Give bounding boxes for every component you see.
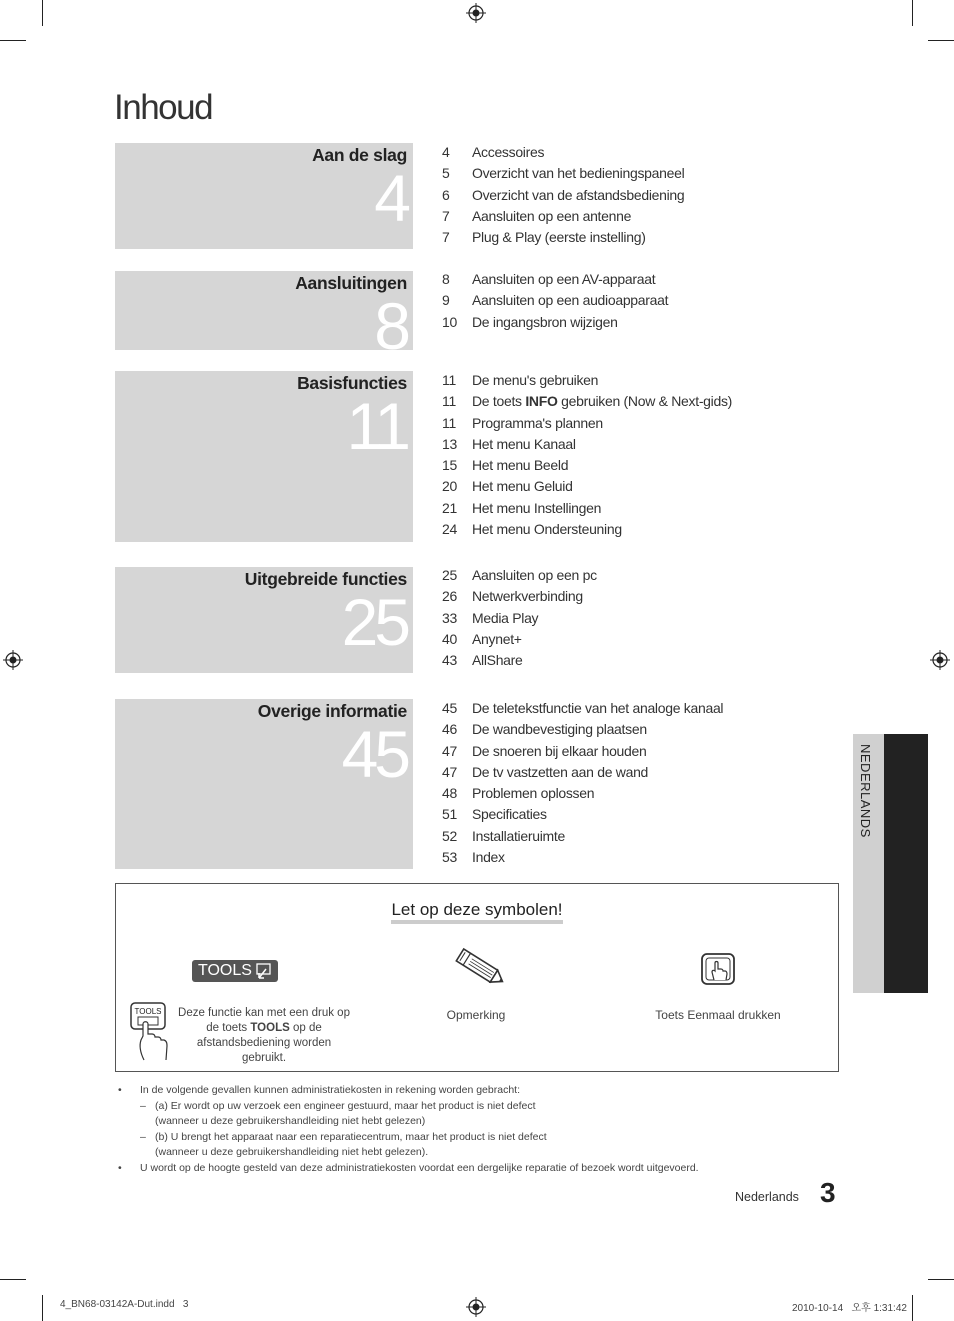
- toc-page-number: 53: [442, 849, 457, 866]
- toc-entry[interactable]: [442, 588, 842, 609]
- section-number: 8: [374, 289, 407, 350]
- tools-caption-key: TOOLS: [250, 1022, 290, 1034]
- toc-entry[interactable]: [442, 652, 842, 673]
- note-bullet: [118, 1161, 838, 1177]
- tools-caption: [174, 1006, 354, 1066]
- symbols-title: [116, 900, 838, 920]
- toc-entry[interactable]: [442, 700, 842, 721]
- toc-entry-text: Programma's plannen: [472, 414, 603, 431]
- toc-entry[interactable]: [442, 208, 842, 229]
- note-subitem: [118, 1130, 838, 1161]
- page-title: Inhoud: [114, 88, 213, 127]
- toc-entry-text: Anynet+: [472, 630, 522, 647]
- toc-entry[interactable]: [442, 292, 842, 313]
- toc-entry[interactable]: [442, 436, 842, 457]
- info-key-label: INFO: [525, 393, 558, 410]
- toc-entry-text: Aansluiten op een pc: [472, 567, 597, 583]
- section-box-basisfuncties: [115, 371, 413, 542]
- tools-hand-icon: [254, 963, 272, 979]
- crop-mark: [912, 0, 913, 26]
- slug-filename: 4_BN68-03142A-Dut.indd 3: [60, 1299, 189, 1310]
- toc-list-aan-de-slag: [442, 144, 842, 250]
- toc-entry-text: Het menu Beeld: [472, 457, 569, 474]
- toc-entry-text: Aansluiten op een AV-apparaat: [472, 271, 656, 287]
- crop-mark: [0, 1279, 26, 1280]
- note-text: In de volgende gevallen kunnen administratiekosten in rekening worden gebracht:: [140, 1084, 520, 1096]
- toc-entry-text: Het menu Kanaal: [472, 435, 576, 452]
- toc-page-number: 48: [442, 785, 457, 802]
- toc-page-number: 11: [442, 414, 456, 431]
- toc-page-number: 40: [442, 630, 457, 647]
- crop-mark: [42, 1295, 43, 1321]
- note-subitem: [118, 1099, 838, 1130]
- toc-page-number: 6: [442, 186, 450, 203]
- toc-entry-text: Installatieruimte: [472, 827, 565, 844]
- registration-mark-icon: [3, 650, 23, 670]
- toc-page-number: 13: [442, 435, 457, 452]
- bullet-icon: •: [118, 1084, 122, 1096]
- toc-entry-text-pre: De toets: [472, 393, 526, 410]
- tools-caption-post: op de afstandsbediening worden gebruikt.: [196, 1022, 332, 1064]
- footer-page-number: 3: [820, 1177, 836, 1208]
- toc-entry[interactable]: [442, 806, 842, 827]
- note-subitem-text: [155, 1130, 547, 1161]
- crop-mark: [928, 40, 954, 41]
- symbols-legend-box: [115, 883, 839, 1072]
- note-text: U wordt op de hoogte gesteld van deze administratiekosten voordat een dergelijke reparatie of bezoek wordt uitgevoerd.: [140, 1161, 699, 1174]
- toc-page-number: 45: [442, 700, 457, 716]
- toc-page-number: 25: [442, 567, 457, 583]
- toc-page-number: 15: [442, 457, 457, 474]
- toc-page-number: 7: [442, 207, 450, 224]
- section-box-aansluitingen: [115, 271, 413, 350]
- toc-entry-text: Index: [472, 849, 505, 866]
- toc-entry[interactable]: [442, 144, 842, 165]
- section-box-overige-informatie: [115, 699, 413, 869]
- side-tab-marker: [884, 734, 928, 993]
- symbols-title-text: Let op deze symbolen!: [391, 900, 562, 924]
- toc-list-basisfuncties: [442, 372, 842, 542]
- remote-tools-button-icon: [128, 1000, 174, 1064]
- toc-page-number: 51: [442, 806, 457, 823]
- toc-entry[interactable]: [442, 849, 842, 870]
- section-title: Aan de slag: [312, 145, 407, 165]
- registration-mark-icon: [466, 1297, 486, 1317]
- toc-page-number: 21: [442, 499, 457, 516]
- toc-page-number: 5: [442, 165, 450, 182]
- toc-entry-text: Problemen oplossen: [472, 785, 595, 802]
- toc-entry-text: Netwerkverbinding: [472, 588, 583, 605]
- toc-entry-text: De wandbevestiging plaatsen: [472, 721, 647, 738]
- registration-mark-icon: [930, 650, 950, 670]
- toc-entry[interactable]: [442, 457, 842, 478]
- toc-page-number: 43: [442, 652, 457, 669]
- toc-page-number: 20: [442, 478, 457, 495]
- section-number: 11: [346, 389, 407, 463]
- toc-page-number: 9: [442, 292, 450, 309]
- toc-page-number: 33: [442, 609, 457, 626]
- toc-entry[interactable]: [442, 271, 842, 292]
- toc-page-number: 11: [442, 393, 456, 410]
- side-tab-language: NEDERLANDS: [858, 744, 873, 838]
- toc-entry[interactable]: [442, 764, 842, 785]
- toc-entry-text: Overzicht van het bedieningspaneel: [472, 165, 685, 182]
- section-number: 25: [341, 585, 407, 659]
- toc-entry-text: De menu's gebruiken: [472, 372, 599, 388]
- toc-entry[interactable]: [442, 393, 842, 414]
- toc-entry[interactable]: [442, 415, 842, 436]
- toc-entry-text: De snoeren bij elkaar houden: [472, 742, 647, 759]
- dash-icon: –: [140, 1130, 146, 1143]
- toc-list-overige-informatie: [442, 700, 842, 870]
- tools-badge: [192, 960, 278, 982]
- toc-page-number: 7: [442, 229, 450, 246]
- toc-page-number: 24: [442, 521, 457, 538]
- toc-entry-text: Media Play: [472, 609, 539, 626]
- toc-entry[interactable]: [442, 721, 842, 742]
- toc-entry[interactable]: [442, 165, 842, 186]
- toc-entry[interactable]: [442, 567, 842, 588]
- toc-entry-text-post: gebruiken (Now & Next-gids): [557, 393, 733, 410]
- toc-entry[interactable]: [442, 229, 842, 250]
- toc-page-number: 8: [442, 271, 450, 287]
- toc-entry-text: Accessoires: [472, 144, 545, 160]
- toc-list-uitgebreide-functies: [442, 567, 842, 673]
- toc-entry-text: Specificaties: [472, 806, 547, 823]
- toc-entry-text: Het menu Geluid: [472, 478, 573, 495]
- toc-entry[interactable]: [442, 610, 842, 631]
- slug-timestamp: 2010-10-14 오후 1:31:42: [792, 1303, 907, 1314]
- toc-page-number: 47: [442, 763, 457, 780]
- service-cost-notes: [118, 1083, 838, 1176]
- toc-entry-text: Het menu Instellingen: [472, 499, 602, 516]
- toc-list-aansluitingen: [442, 271, 842, 335]
- note-pencil-icon: [450, 946, 508, 990]
- crop-mark: [42, 0, 43, 26]
- section-title: Aansluitingen: [295, 273, 407, 293]
- note-subitem-text: [155, 1099, 536, 1130]
- tools-caption-pre: Deze functie kan met een druk op de toets: [178, 1007, 350, 1034]
- toc-entry-text: Aansluiten op een antenne: [472, 207, 632, 224]
- section-box-uitgebreide-functies: [115, 567, 413, 673]
- section-number: 45: [341, 717, 407, 791]
- toc-entry[interactable]: [442, 314, 842, 335]
- toc-page-number: 4: [442, 144, 450, 160]
- toc-entry-text: [472, 393, 842, 414]
- toc-entry[interactable]: [442, 478, 842, 499]
- remote-tools-label: TOOLS: [134, 1007, 162, 1016]
- note-line: (wanneer u deze gebruikershandleiding niet hebt gelezen): [155, 1115, 426, 1127]
- note-line: (a) Er wordt op uw verzoek een engineer gestuurd, maar het product is niet defect: [155, 1099, 536, 1112]
- toc-entry[interactable]: [442, 500, 842, 521]
- toc-entry[interactable]: [442, 743, 842, 764]
- crop-mark: [912, 1295, 913, 1321]
- note-line: (wanneer u deze gebruikershandleiding niet hebt gelezen).: [155, 1146, 429, 1158]
- toc-page-number: 46: [442, 721, 457, 738]
- toc-page-number: 26: [442, 588, 457, 605]
- toc-page-number: 10: [442, 313, 457, 330]
- toc-entry-text: Overzicht van de afstandsbediening: [472, 186, 685, 203]
- section-title: Basisfuncties: [297, 373, 407, 393]
- section-title: Uitgebreide functies: [244, 569, 407, 589]
- dash-icon: –: [140, 1099, 146, 1112]
- tools-badge-label: TOOLS: [198, 962, 252, 979]
- toc-entry[interactable]: [442, 631, 842, 652]
- toc-entry-text: Het menu Ondersteuning: [472, 521, 622, 538]
- toc-entry[interactable]: [442, 372, 842, 393]
- bullet-icon: •: [118, 1161, 122, 1174]
- note-caption: Opmerking: [446, 1008, 506, 1022]
- toc-page-number: 47: [442, 742, 457, 759]
- toc-page-number: 52: [442, 827, 457, 844]
- note-bullet: [118, 1083, 838, 1099]
- toc-entry[interactable]: [442, 828, 842, 849]
- toc-entry[interactable]: [442, 785, 842, 806]
- toc-entry-text: De tv vastzetten aan de wand: [472, 763, 649, 780]
- footer-language: Nederlands: [735, 1190, 799, 1204]
- toc-entry-text: De ingangsbron wijzigen: [472, 313, 618, 330]
- toc-entry-text: De teletekstfunctie van het analoge kanaal: [472, 700, 724, 716]
- registration-mark-icon: [466, 3, 486, 23]
- section-number: 4: [374, 161, 407, 235]
- toc-entry-text: AllShare: [472, 652, 523, 669]
- section-box-aan-de-slag: [115, 143, 413, 249]
- toc-page-number: 11: [442, 372, 456, 388]
- crop-mark: [0, 40, 26, 41]
- one-touch-button-icon: [700, 952, 736, 986]
- toc-entry-text: Plug & Play (eerste instelling): [472, 229, 646, 246]
- section-title: Overige informatie: [257, 701, 407, 721]
- one-touch-caption: Toets Eenmaal drukken: [655, 1008, 781, 1022]
- toc-entry-text: Aansluiten op een audioapparaat: [472, 292, 669, 309]
- note-line: (b) U brengt het apparaat naar een reparatiecentrum, maar het product is niet defect: [155, 1130, 547, 1143]
- toc-entry[interactable]: [442, 521, 842, 542]
- toc-entry[interactable]: [442, 187, 842, 208]
- crop-mark: [928, 1279, 954, 1280]
